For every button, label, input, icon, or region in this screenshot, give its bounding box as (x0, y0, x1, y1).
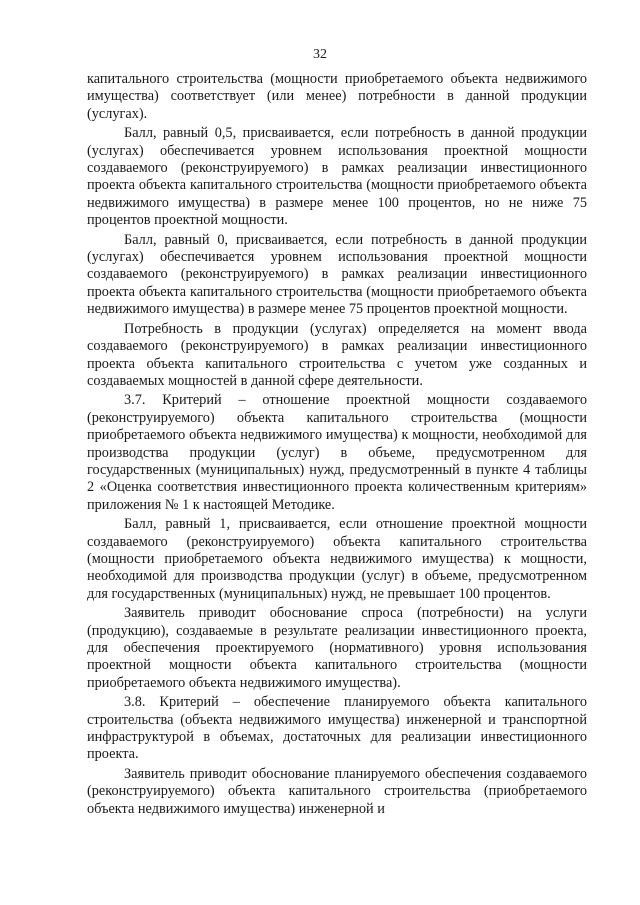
paragraph-criterion-3-7: 3.7. Критерий – отношение проектной мощности создаваемого (реконструируемого) объекта капитального строительства (мощности приобретаемого объекта недвижимого имущества) к мощности, необходимой для производства продукции (услуг) в объеме, предусмотренном для государственных (муниципальных) нужд, предусмотренный в пункте 4 таблицы 2 «Оценка соответствия инвестиционного проекта количественным критериям» приложения № 1 к настоящей Методике. (87, 392, 587, 513)
paragraph-continuation: капитального строительства (мощности приобретаемого объекта недвижимого имущества) соответствует (или менее) потребности в данной продукции (услугах). (87, 71, 587, 122)
document-body (87, 71, 587, 818)
paragraph-demand-definition: Потребность в продукции (услугах) определяется на момент ввода создаваемого (реконструируемого) в рамках реализации инвестиционного проекта объекта капитального строительства с учетом уже созданных и создаваемых мощностей в данной сфере деятельности. (87, 320, 587, 389)
paragraph-score-0: Балл, равный 0, присваивается, если потребность в данной продукции (услугах) обеспечивается уровнем использования проектной мощности создаваемого (реконструируемого) в рамках реализации инвестиционного проекта объекта капитального строительства (мощности приобретаемого объекта недвижимого имущества) в размере менее 75 процентов проектной мощности. (87, 231, 587, 318)
paragraph-score-0-5: Балл, равный 0,5, присваивается, если потребность в данной продукции (услугах) обеспечивается уровнем использования проектной мощности создаваемого (реконструируемого) в рамках реализации инвестиционного проекта объекта капитального строительства (мощности приобретаемого объекта недвижимого имущества) в размере менее 100 процентов, но не ниже 75 процентов проектной мощности. (87, 125, 587, 229)
paragraph-applicant-justification: Заявитель приводит обоснование спроса (потребности) на услуги (продукцию), создаваемые в результате реализации инвестиционного проекта, для обеспечения проектируемого (нормативного) уровня использования проектной мощности объекта капитального строительства (мощности приобретаемого объекта недвижимого имущества). (87, 605, 587, 691)
paragraph-score-1: Балл, равный 1, присваивается, если отношение проектной мощности создаваемого (реконструируемого) объекта капитального строительства (мощности приобретаемого объекта недвижимого имущества) к мощности, необходимой для производства продукции (услуг) в объеме, предусмотренном для государственных (муниципальных) нужд, не превышает 100 процентов. (87, 516, 587, 602)
paragraph-applicant-infrastructure: Заявитель приводит обоснование планируемого обеспечения создаваемого (реконструируемого) объекта капитального строительства (приобретаемого объекта недвижимого имущества) инженерной и (87, 765, 587, 817)
page-number: 32 (313, 47, 327, 62)
paragraph-criterion-3-8: 3.8. Критерий – обеспечение планируемого объекта капитального строительства (объекта недвижимого имущества) инженерной и транспортной инфраструктурой в объемах, достаточных для реализации инвестиционного проекта. (87, 694, 587, 763)
